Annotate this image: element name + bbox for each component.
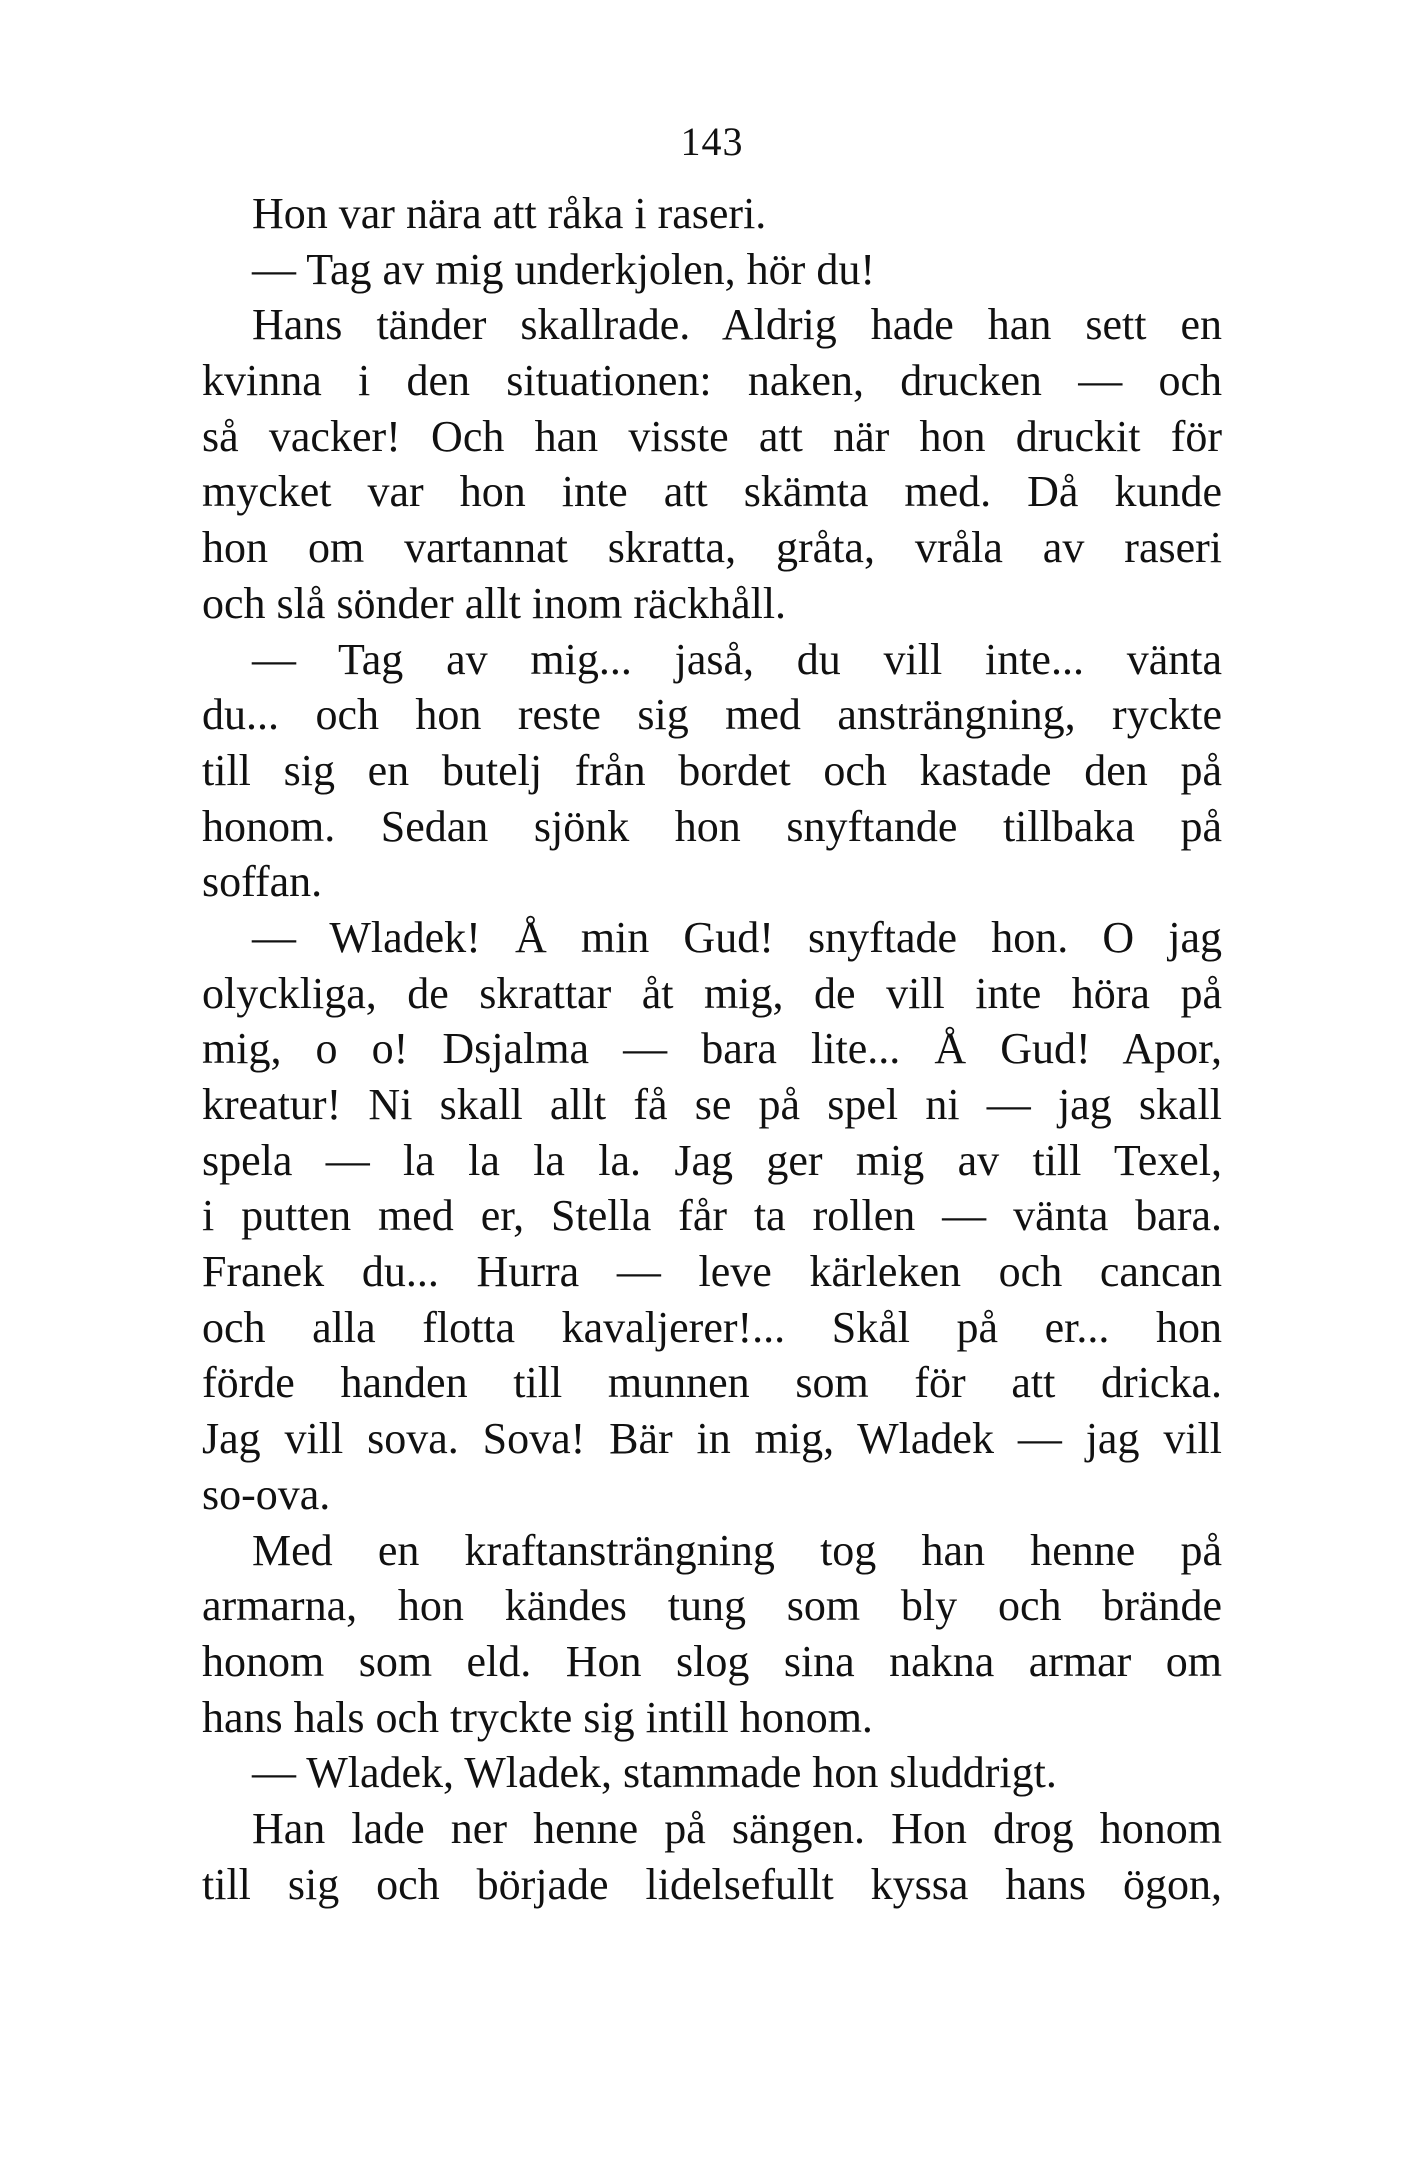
text-line: Hans tänder skallrade. Aldrig hade han sett en <box>252 300 1222 350</box>
text-line: — Tag av mig... jaså, du vill inte... vänta <box>252 634 1222 684</box>
text-line: till sig och började lidelsefullt kyssa hans ögon, <box>202 1859 1222 1909</box>
text-line: — Wladek! Å min Gud! snyftade hon. O jag <box>252 912 1222 962</box>
text-line: so-ova. <box>202 1469 331 1519</box>
text-line: i putten med er, Stella får ta rollen — vänta bara. <box>202 1191 1222 1241</box>
text-line: — Wladek, Wladek, stammade hon sluddrigt. <box>252 1748 1057 1798</box>
text-line: Jag vill sova. Sova! Bär in mig, Wladek — jag vill <box>202 1414 1222 1464</box>
text-line: — Tag av mig underkjolen, hör du! <box>252 244 875 294</box>
text-line: honom. Sedan sjönk hon snyftande tillbaka på <box>202 801 1222 851</box>
text-line: spela — la la la la. Jag ger mig av till Texel, <box>202 1135 1222 1185</box>
text-line: förde handen till munnen som för att dricka. <box>202 1358 1222 1408</box>
text-line: kvinna i den situationen: naken, drucken — och <box>202 356 1222 406</box>
text-line: till sig en butelj från bordet och kastade den på <box>202 745 1222 795</box>
text-line: så vacker! Och han visste att när hon druckit för <box>202 411 1222 461</box>
text-line: du... och hon reste sig med ansträngning, ryckte <box>202 690 1222 740</box>
text-line: Med en kraftansträngning tog han henne på <box>252 1525 1222 1575</box>
text-line: mig, o o! Dsjalma — bara lite... Å Gud! Apor, <box>202 1024 1222 1074</box>
text-line: och alla flotta kavaljerer!... Skål på er... hon <box>202 1302 1222 1352</box>
text-line: Hon var nära att råka i raseri. <box>252 189 767 238</box>
text-line: soffan. <box>202 857 323 907</box>
text-line: hon om vartannat skratta, gråta, vråla av raseri <box>202 523 1222 573</box>
text-line: Franek du... Hurra — leve kärleken och cancan <box>202 1247 1222 1297</box>
text-line: och slå sönder allt inom räckhåll. <box>202 578 787 628</box>
text-line: Han lade ner henne på sängen. Hon drog honom <box>252 1803 1222 1853</box>
text-line: armarna, hon kändes tung som bly och brände <box>202 1581 1222 1631</box>
text-line: hans hals och tryckte sig intill honom. <box>202 1692 873 1742</box>
page-number: 143 <box>680 119 744 164</box>
text-line: mycket var hon inte att skämta med. Då kunde <box>202 467 1222 517</box>
text-line: honom som eld. Hon slog sina nakna armar om <box>202 1636 1222 1686</box>
body-text <box>202 186 1222 1912</box>
text-line: olyckliga, de skrattar åt mig, de vill inte höra på <box>202 968 1222 1018</box>
text-line: kreatur! Ni skall allt få se på spel ni — jag skall <box>202 1080 1222 1129</box>
